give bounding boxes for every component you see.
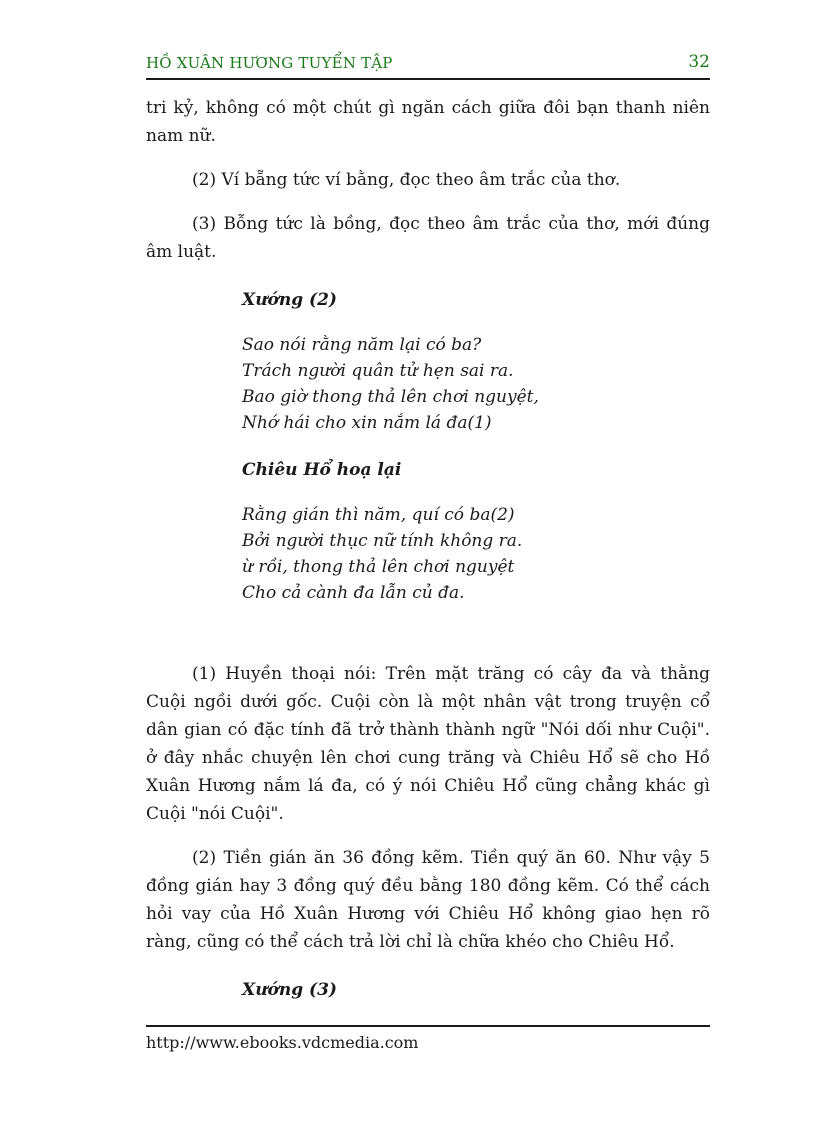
poem-line: Trách người quân tử hẹn sai ra. bbox=[242, 361, 514, 381]
poem-title: Xướng (3) bbox=[242, 980, 337, 1000]
poem-line: Nhớ hái cho xin nắm lá đa(1) bbox=[242, 413, 492, 433]
poem-chieu-ho-hoa-lai bbox=[242, 456, 710, 606]
poem-lines bbox=[242, 332, 710, 436]
poem-xuong-3 bbox=[242, 976, 710, 1004]
poem-line: Bao giờ thong thả lên chơi nguyệt, bbox=[242, 387, 539, 407]
page-content bbox=[146, 94, 710, 1004]
book-title: HỒ XUÂN HƯƠNG TUYỂN TẬP bbox=[146, 54, 393, 72]
poem-xuong-2 bbox=[242, 286, 710, 436]
footer-url: http://www.ebooks.vdcmedia.com bbox=[146, 1033, 419, 1052]
page-header bbox=[146, 52, 710, 80]
poem-line: Bởi người thục nữ tính không ra. bbox=[242, 531, 523, 551]
poem-line: Rằng gián thì năm, quí có ba(2) bbox=[242, 505, 515, 525]
paragraph-continued: tri kỷ, không có một chút gì ngăn cách giữa đôi bạn thanh niên nam nữ. bbox=[146, 98, 710, 146]
poem-line: ừ rồi, thong thả lên chơi nguyệt bbox=[242, 557, 515, 577]
poem-title: Chiêu Hổ hoạ lại bbox=[242, 460, 402, 480]
footnote-1: (1) Huyền thoại nói: Trên mặt trăng có cây đa và thằng Cuội ngồi dưới gốc. Cuội còn là một nhân vật trong truyện cổ dân gian có đặc tính đã trở thành thành ngữ "Nói dối như Cuội". ở đây nhắc chuyện lên chơi cung trăng và Chiêu Hổ sẽ cho Hồ Xuân Hương nắm lá đa, có ý nói Chiêu Hổ cũng chẳng khác gì Cuội "nói Cuội". bbox=[146, 664, 710, 824]
footnote-3-prev: (3) Bỗng tức là bồng, đọc theo âm trắc của thơ, mới đúng âm luật. bbox=[146, 214, 710, 262]
footnote-2: (2) Tiền gián ăn 36 đồng kẽm. Tiền quý ăn 60. Như vậy 5 đồng gián hay 3 đồng quý đều bằng 180 đồng kẽm. Có thể cách hỏi vay của Hồ Xuân Hương với Chiêu Hổ không giao hẹn rõ ràng, cũng có thể cách trả lời chỉ là chữa khéo cho Chiêu Hổ. bbox=[146, 848, 710, 952]
poem-line: Cho cả cành đa lẫn củ đa. bbox=[242, 583, 465, 603]
page-number: 32 bbox=[688, 52, 710, 72]
poem-title: Xướng (2) bbox=[242, 290, 337, 310]
footnote-2-prev: (2) Ví bẵng tức ví bằng, đọc theo âm trắc của thơ. bbox=[192, 170, 621, 190]
poem-line: Sao nói rằng năm lại có ba? bbox=[242, 335, 482, 355]
poem-lines bbox=[242, 502, 710, 606]
footer-divider bbox=[146, 1025, 710, 1027]
